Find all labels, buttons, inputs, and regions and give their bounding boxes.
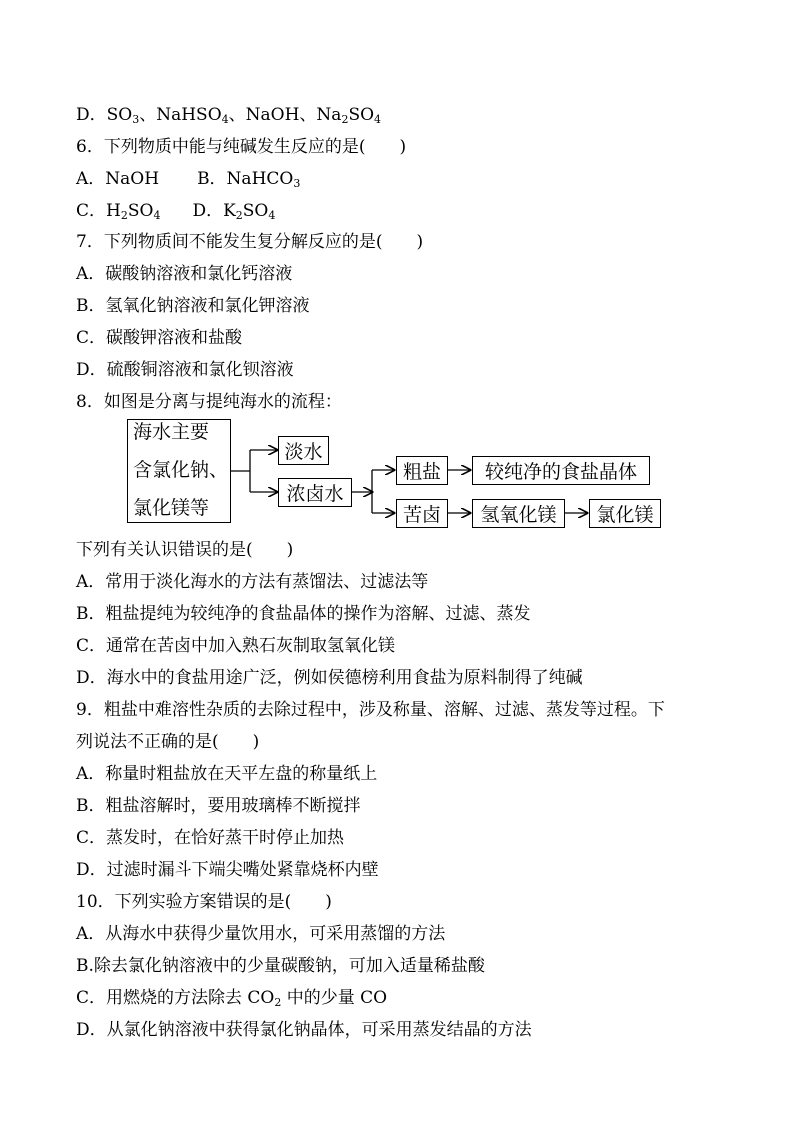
q7-option-d: D．硫酸铜溶液和氯化钡溶液 <box>76 360 294 380</box>
flow-source-line-2: 含氯化钠、 <box>133 459 229 481</box>
q10-stem: 10．下列实验方案错误的是( ) <box>76 892 332 912</box>
flow-fresh-water-box: 淡水 <box>278 436 329 465</box>
q8-option-d: D．海水中的食盐用途广泛，例如侯德榜利用食盐为原料制得了纯碱 <box>76 668 583 688</box>
flow-mg-hydroxide-box: 氢氧化镁 <box>472 499 565 528</box>
q6-option-c: C．$H_2SO_4$ <box>76 201 161 222</box>
q8-option-a: A．常用于淡化海水的方法有蒸馏法、过滤法等 <box>76 572 429 592</box>
q9-option-a: A．称量时粗盐放在天平左盘的称量纸上 <box>76 764 378 784</box>
q7-stem: 7．下列物质间不能发生复分解反应的是( ) <box>76 232 424 252</box>
q9-option-c: C．蒸发时，在恰好蒸干时停止加热 <box>76 828 345 848</box>
q9-option-b: B．粗盐溶解时，要用玻璃棒不断搅拌 <box>76 796 361 816</box>
q6-option-d: D．$K_2SO_4$ <box>192 201 276 222</box>
flow-source-line-1: 海水主要 <box>133 421 210 443</box>
flow-crude-salt-box: 粗盐 <box>396 456 448 485</box>
q10-option-c: C．用燃烧的方法除去 $CO_2$ 中的少量 CO <box>76 988 388 1009</box>
q6-option-a: A．NaOH <box>76 169 160 189</box>
q10-option-a: A．从海水中获得少量饮用水，可采用蒸馏的方法 <box>76 924 446 944</box>
flow-source-box <box>127 419 231 523</box>
q8-sub-stem: 下列有关认识错误的是( ) <box>76 540 294 560</box>
flow-bittern-box: 苦卤 <box>396 499 448 528</box>
flow-pure-salt-box: 较纯净的食盐晶体 <box>472 456 650 485</box>
q6-stem: 6．下列物质中能与纯碱发生反应的是( ) <box>76 137 407 157</box>
q5-option-d: D．$SO_3$、NaHSO$_4$、NaOH、$Na_2SO_4$ <box>76 105 382 126</box>
q6-option-b: B．NaHCO$_3$ <box>197 169 301 190</box>
q10-option-b: B.除去氯化钠溶液中的少量碳酸钠，可加入适量稀盐酸 <box>76 956 485 976</box>
q7-option-a: A．碳酸钠溶液和氯化钙溶液 <box>76 264 293 284</box>
q7-option-c: C．碳酸钾溶液和盐酸 <box>76 328 243 348</box>
q9-option-d: D．过滤时漏斗下端尖嘴处紧靠烧杯内壁 <box>76 860 379 880</box>
q8-option-b: B．粗盐提纯为较纯净的食盐晶体的操作为溶解、过滤、蒸发 <box>76 604 531 624</box>
q9-stem-line-1: 9．粗盐中难溶性杂质的去除过程中，涉及称量、溶解、过滤、蒸发等过程。下 <box>76 700 665 720</box>
q8-option-c: C．通常在苦卤中加入熟石灰制取氢氧化镁 <box>76 636 396 656</box>
flow-brine-box: 浓卤水 <box>278 478 352 507</box>
q8-stem: 8．如图是分离与提纯海水的流程： <box>76 392 342 412</box>
q7-option-b: B．氢氧化钠溶液和氯化钾溶液 <box>76 296 310 316</box>
q9-stem-line-2: 列说法不正确的是( ) <box>76 732 260 752</box>
q10-option-d: D．从氯化钠溶液中获得氯化钠晶体，可采用蒸发结晶的方法 <box>76 1020 532 1040</box>
flow-source-line-3: 氯化镁等 <box>133 497 210 519</box>
flow-mg-chloride-box: 氯化镁 <box>589 499 661 528</box>
